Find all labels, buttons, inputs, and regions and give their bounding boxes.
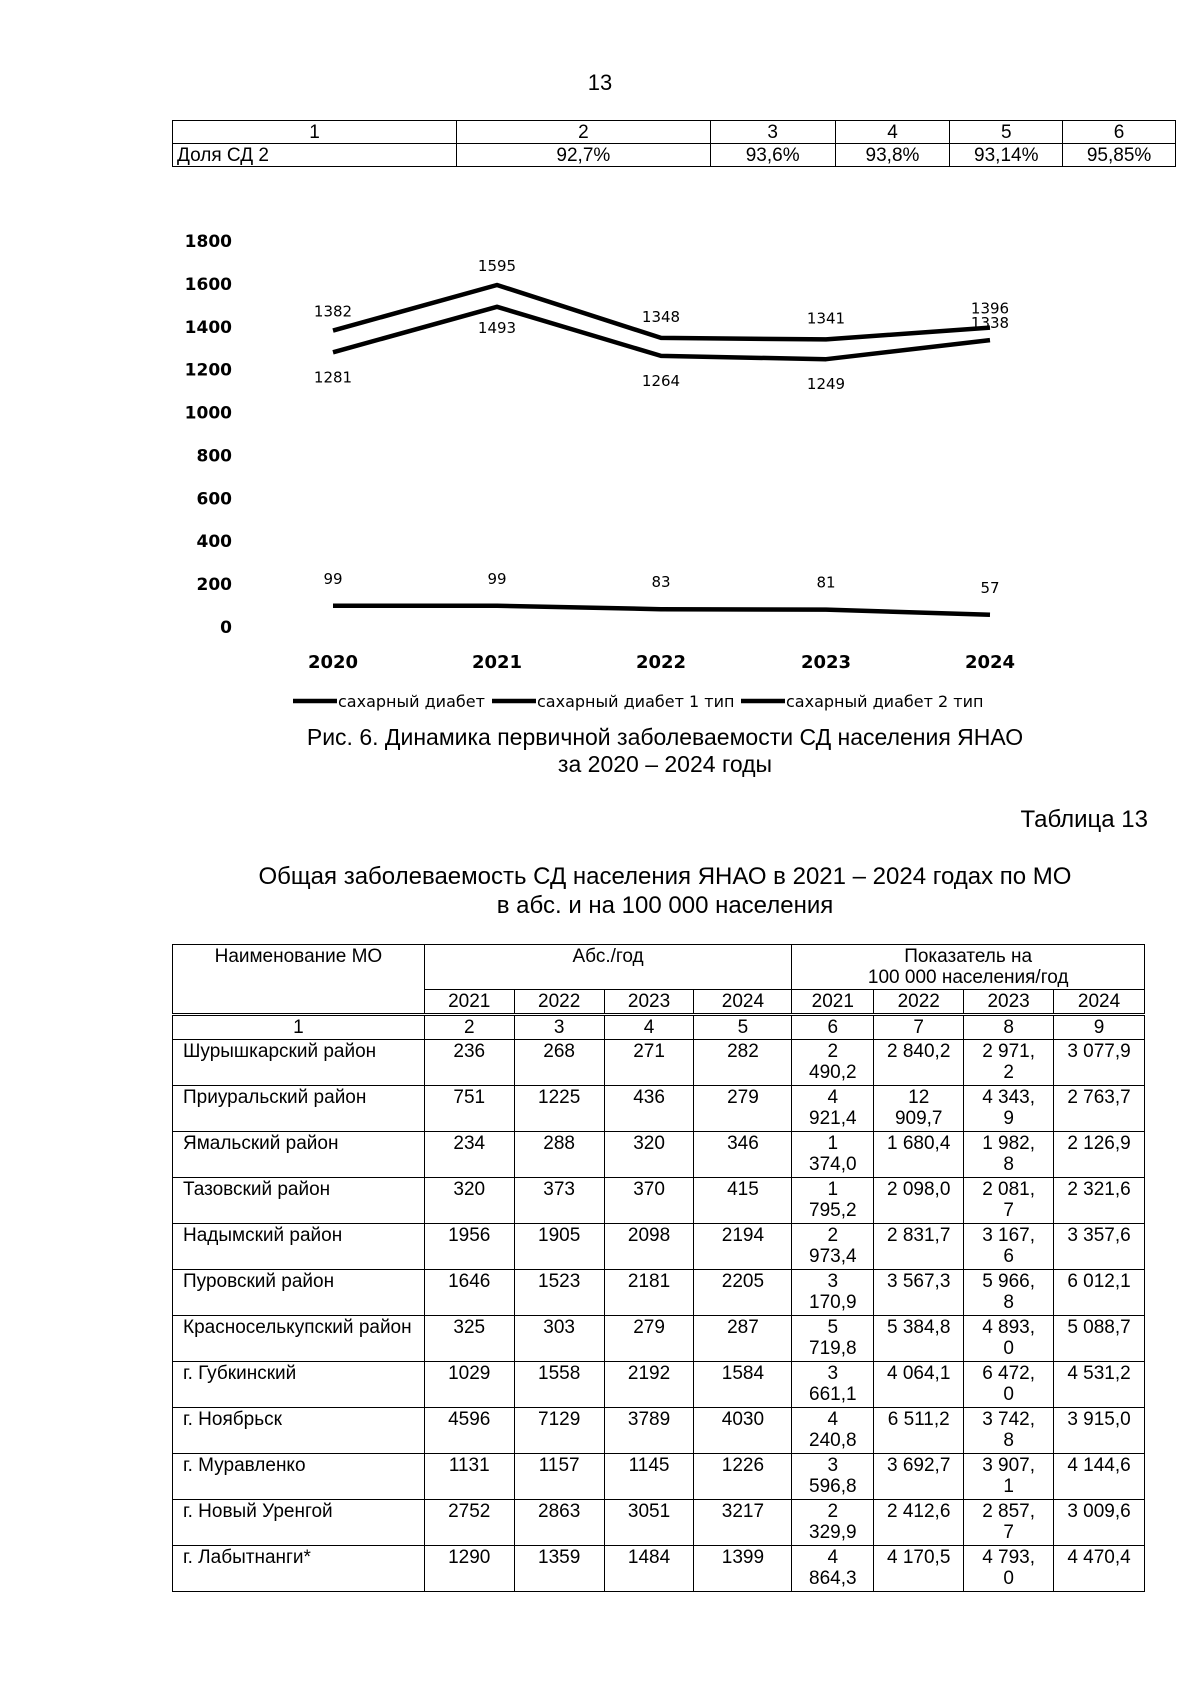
rate-value-line: 719,8 bbox=[809, 1338, 857, 1359]
data-label-total: 1382 bbox=[313, 302, 353, 321]
rate-value-line: 5 bbox=[827, 1317, 839, 1338]
abs-value-cell: 325 bbox=[424, 1316, 514, 1362]
data-label-type1: 57 bbox=[980, 578, 1000, 597]
rate-value-line: 2 831,7 bbox=[887, 1225, 951, 1246]
rate-value-cell bbox=[874, 1408, 964, 1454]
y-tick-label: 200 bbox=[196, 575, 232, 596]
rate-value-line: 3 742, bbox=[982, 1409, 1036, 1430]
table-row bbox=[173, 1546, 1145, 1592]
rate-value-line: 3 357,6 bbox=[1067, 1225, 1131, 1246]
rate-value-line: 3 077,9 bbox=[1067, 1041, 1131, 1062]
data-label-total: 1396 bbox=[970, 299, 1010, 318]
data-label-type1: 99 bbox=[487, 569, 507, 588]
abs-value-cell: 4596 bbox=[424, 1408, 514, 1454]
mo-name-cell: г. Ноябрьск bbox=[173, 1408, 425, 1454]
rate-value-cell bbox=[874, 1316, 964, 1362]
rate-value-line: 5 966, bbox=[982, 1271, 1036, 1292]
rate-value-line: 2 bbox=[827, 1225, 839, 1246]
header-year: 2024 bbox=[694, 990, 792, 1015]
table-header-row bbox=[173, 945, 1145, 990]
rate-value-line: 8 bbox=[1003, 1154, 1014, 1175]
rate-value-cell bbox=[874, 1086, 964, 1132]
rate-value-cell bbox=[792, 1040, 874, 1086]
rate-value-cell bbox=[1054, 1500, 1145, 1546]
header-year: 2021 bbox=[792, 990, 874, 1015]
share-table-col-num: 1 bbox=[173, 121, 457, 144]
rate-value-cell bbox=[792, 1500, 874, 1546]
abs-value-cell: 287 bbox=[694, 1316, 792, 1362]
rate-value-cell bbox=[964, 1454, 1054, 1500]
rate-value-line: 7 bbox=[1003, 1522, 1014, 1543]
rate-value-line: 2 bbox=[827, 1501, 839, 1522]
rate-value-line: 374,0 bbox=[809, 1154, 857, 1175]
table-row bbox=[173, 1362, 1145, 1408]
rate-value-line: 490,2 bbox=[809, 1062, 857, 1083]
data-label-total: 1595 bbox=[477, 256, 517, 275]
abs-value-cell: 2205 bbox=[694, 1270, 792, 1316]
rate-value-line: 1 bbox=[827, 1133, 839, 1154]
abs-value-cell: 320 bbox=[424, 1178, 514, 1224]
colnum-cell: 7 bbox=[874, 1015, 964, 1040]
mo-name-cell: г. Новый Уренгой bbox=[173, 1500, 425, 1546]
mo-name-cell: Тазовский район bbox=[173, 1178, 425, 1224]
table-title-line2: в абс. и на 100 000 населения bbox=[496, 892, 834, 919]
table-row bbox=[173, 1316, 1145, 1362]
abs-value-cell: 2098 bbox=[604, 1224, 694, 1270]
abs-value-cell: 751 bbox=[424, 1086, 514, 1132]
abs-value-cell: 346 bbox=[694, 1132, 792, 1178]
rate-value-line: 4 170,5 bbox=[887, 1547, 951, 1568]
data-label-type2: 1264 bbox=[641, 371, 681, 390]
rate-value-line: 0 bbox=[1003, 1384, 1014, 1405]
legend-entry: сахарный диабет 1 тип bbox=[537, 692, 735, 711]
rate-value-cell bbox=[792, 1546, 874, 1592]
rate-value-line: 3 bbox=[827, 1455, 839, 1476]
data-label-type1: 83 bbox=[651, 573, 671, 592]
header-year: 2023 bbox=[604, 990, 694, 1015]
abs-value-cell: 1145 bbox=[604, 1454, 694, 1500]
rate-value-line: 6 472, bbox=[982, 1363, 1036, 1384]
mo-name-cell: Красноселькупский район bbox=[173, 1316, 425, 1362]
y-tick-label: 1600 bbox=[184, 274, 232, 295]
header-abs: Абс./год bbox=[424, 945, 792, 990]
abs-value-cell: 288 bbox=[514, 1132, 604, 1178]
rate-value-cell bbox=[1054, 1454, 1145, 1500]
table-row bbox=[173, 1270, 1145, 1316]
rate-value-line: 3 167, bbox=[982, 1225, 1036, 1246]
table-row bbox=[173, 1132, 1145, 1178]
rate-value-line: 1 680,4 bbox=[887, 1133, 951, 1154]
rate-value-line: 4 470,4 bbox=[1067, 1547, 1131, 1568]
data-label-type2: 1493 bbox=[477, 318, 517, 337]
abs-value-cell: 1290 bbox=[424, 1546, 514, 1592]
share-table-col-num: 4 bbox=[835, 121, 950, 144]
header-rate bbox=[792, 945, 1145, 990]
rate-value-line: 909,7 bbox=[894, 1108, 943, 1129]
y-tick-label: 400 bbox=[196, 532, 232, 553]
abs-value-cell: 370 bbox=[604, 1178, 694, 1224]
abs-value-cell: 1558 bbox=[514, 1362, 604, 1408]
share-table-label: Доля СД 2 bbox=[173, 144, 457, 167]
rate-value-line: 0 bbox=[1003, 1338, 1014, 1359]
rate-value-line: 2 098,0 bbox=[887, 1179, 951, 1200]
x-tick-label: 2023 bbox=[800, 652, 852, 673]
rate-value-cell bbox=[1054, 1178, 1145, 1224]
rate-value-line: 2 857, bbox=[982, 1501, 1036, 1522]
abs-value-cell: 3051 bbox=[604, 1500, 694, 1546]
abs-value-cell: 1484 bbox=[604, 1546, 694, 1592]
rate-value-line: 3 692,7 bbox=[887, 1455, 951, 1476]
rate-value-line: 795,2 bbox=[809, 1200, 857, 1221]
share-table-col-num: 2 bbox=[456, 121, 710, 144]
rate-value-cell bbox=[792, 1132, 874, 1178]
rate-value-cell bbox=[964, 1408, 1054, 1454]
abs-value-cell: 268 bbox=[514, 1040, 604, 1086]
figure-caption-line2: за 2020 – 2024 годы bbox=[557, 751, 773, 777]
data-label-type1: 99 bbox=[323, 569, 343, 588]
share-table-col-num: 5 bbox=[950, 121, 1063, 144]
mo-name-cell: Пуровский район bbox=[173, 1270, 425, 1316]
abs-value-cell: 7129 bbox=[514, 1408, 604, 1454]
rate-value-line: 4 bbox=[827, 1087, 839, 1108]
y-tick-label: 1800 bbox=[184, 232, 232, 252]
y-tick-label: 1000 bbox=[184, 403, 232, 424]
colnum-cell: 4 bbox=[604, 1015, 694, 1040]
rate-value-cell bbox=[964, 1178, 1054, 1224]
rate-value-line: 5 384,8 bbox=[887, 1317, 951, 1338]
table-row bbox=[173, 1454, 1145, 1500]
abs-value-cell: 1225 bbox=[514, 1086, 604, 1132]
abs-value-cell: 1584 bbox=[694, 1362, 792, 1408]
mo-name-cell: Шурышкарский район bbox=[173, 1040, 425, 1086]
rate-value-line: 2 081, bbox=[982, 1179, 1036, 1200]
header-rate-line2: 100 000 населения/год bbox=[867, 967, 1069, 988]
rate-value-line: 2 971, bbox=[982, 1041, 1036, 1062]
rate-value-cell bbox=[964, 1224, 1054, 1270]
rate-value-line: 4 bbox=[827, 1547, 839, 1568]
share-table-cell: 93,14% bbox=[950, 144, 1063, 167]
rate-value-line: 4 343, bbox=[982, 1087, 1036, 1108]
x-tick-label: 2024 bbox=[964, 652, 1016, 673]
data-label-type2: 1338 bbox=[970, 314, 1010, 333]
mo-name-cell: г. Лабытнанги* bbox=[173, 1546, 425, 1592]
colnum-cell: 6 bbox=[792, 1015, 874, 1040]
rate-value-cell bbox=[792, 1316, 874, 1362]
data-label-type2: 1281 bbox=[313, 368, 353, 387]
header-year: 2024 bbox=[1054, 990, 1145, 1015]
rate-value-cell bbox=[964, 1040, 1054, 1086]
rate-value-cell bbox=[874, 1178, 964, 1224]
y-tick-label: 600 bbox=[196, 489, 232, 510]
abs-value-cell: 1131 bbox=[424, 1454, 514, 1500]
series-line-type1 bbox=[333, 606, 990, 615]
abs-value-cell: 1905 bbox=[514, 1224, 604, 1270]
abs-value-cell: 303 bbox=[514, 1316, 604, 1362]
abs-value-cell: 3217 bbox=[694, 1500, 792, 1546]
abs-value-cell: 4030 bbox=[694, 1408, 792, 1454]
abs-value-cell: 2192 bbox=[604, 1362, 694, 1408]
data-label-type2: 1249 bbox=[806, 375, 846, 394]
abs-value-cell: 2181 bbox=[604, 1270, 694, 1316]
rate-value-cell bbox=[964, 1362, 1054, 1408]
share-table-cell: 93,8% bbox=[835, 144, 950, 167]
x-tick-label: 2021 bbox=[471, 652, 523, 673]
page-number: 13 bbox=[587, 70, 613, 95]
table-row bbox=[173, 1086, 1145, 1132]
rate-value-cell bbox=[874, 1362, 964, 1408]
abs-value-cell: 436 bbox=[604, 1086, 694, 1132]
colnum-cell: 9 bbox=[1054, 1015, 1145, 1040]
incidence-by-mo-table bbox=[172, 944, 1145, 1592]
colnum-cell: 2 bbox=[424, 1015, 514, 1040]
table-row bbox=[173, 1224, 1145, 1270]
rate-value-cell bbox=[964, 1132, 1054, 1178]
share-table-col-num: 3 bbox=[710, 121, 835, 144]
table-title-line1: Общая заболеваемость СД населения ЯНАО в 2021 – 2024 годах по МО bbox=[258, 863, 1072, 890]
header-year: 2023 bbox=[964, 990, 1054, 1015]
figure-caption bbox=[0, 724, 1200, 778]
header-year: 2021 bbox=[424, 990, 514, 1015]
rate-value-line: 973,4 bbox=[809, 1246, 857, 1267]
mo-name-cell: Ямальский район bbox=[173, 1132, 425, 1178]
table-colnum-row bbox=[173, 1015, 1145, 1040]
rate-value-line: 3 bbox=[827, 1363, 839, 1384]
rate-value-cell bbox=[964, 1546, 1054, 1592]
rate-value-line: 7 bbox=[1003, 1200, 1014, 1221]
rate-value-cell bbox=[1054, 1224, 1145, 1270]
rate-value-cell bbox=[1054, 1546, 1145, 1592]
mo-name-cell: Приуральский район bbox=[173, 1086, 425, 1132]
rate-value-cell bbox=[964, 1086, 1054, 1132]
rate-value-cell bbox=[874, 1132, 964, 1178]
abs-value-cell: 1029 bbox=[424, 1362, 514, 1408]
abs-value-cell: 2863 bbox=[514, 1500, 604, 1546]
legend-entry: сахарный диабет 2 тип bbox=[786, 692, 984, 711]
rate-value-line: 1 bbox=[1003, 1476, 1014, 1497]
rate-value-line: 4 bbox=[827, 1409, 839, 1430]
y-tick-label: 1400 bbox=[184, 317, 232, 338]
incidence-line-chart bbox=[0, 0, 1200, 720]
table-title bbox=[0, 862, 1200, 920]
abs-value-cell: 282 bbox=[694, 1040, 792, 1086]
abs-value-cell: 3789 bbox=[604, 1408, 694, 1454]
share-table-col-num: 6 bbox=[1063, 121, 1176, 144]
rate-value-cell bbox=[874, 1270, 964, 1316]
mo-name-cell: г. Муравленко bbox=[173, 1454, 425, 1500]
rate-value-line: 3 907, bbox=[982, 1455, 1036, 1476]
rate-value-line: 0 bbox=[1003, 1568, 1014, 1589]
abs-value-cell: 279 bbox=[604, 1316, 694, 1362]
rate-value-cell bbox=[874, 1454, 964, 1500]
rate-value-line: 2 126,9 bbox=[1067, 1133, 1131, 1154]
rate-value-line: 5 088,7 bbox=[1067, 1317, 1131, 1338]
rate-value-line: 2 bbox=[1003, 1062, 1014, 1083]
table-row bbox=[173, 1408, 1145, 1454]
rate-value-line: 2 412,6 bbox=[887, 1501, 951, 1522]
rate-value-line: 4 893, bbox=[982, 1317, 1036, 1338]
header-mo-name: Наименование МО bbox=[173, 945, 425, 1015]
rate-value-line: 4 064,1 bbox=[887, 1363, 951, 1384]
abs-value-cell: 1359 bbox=[514, 1546, 604, 1592]
rate-value-line: 3 567,3 bbox=[887, 1271, 951, 1292]
abs-value-cell: 2194 bbox=[694, 1224, 792, 1270]
rate-value-cell bbox=[1054, 1132, 1145, 1178]
rate-value-cell bbox=[964, 1316, 1054, 1362]
rate-value-line: 8 bbox=[1003, 1292, 1014, 1313]
rate-value-line: 921,4 bbox=[809, 1108, 857, 1129]
colnum-cell: 8 bbox=[964, 1015, 1054, 1040]
rate-value-line: 12 bbox=[908, 1087, 930, 1108]
rate-value-cell bbox=[964, 1500, 1054, 1546]
rate-value-line: 661,1 bbox=[809, 1384, 857, 1405]
rate-value-line: 2 840,2 bbox=[887, 1041, 951, 1062]
rate-value-line: 596,8 bbox=[809, 1476, 857, 1497]
rate-value-line: 3 bbox=[827, 1271, 839, 1292]
abs-value-cell: 320 bbox=[604, 1132, 694, 1178]
y-tick-label: 800 bbox=[196, 446, 232, 467]
x-tick-label: 2020 bbox=[307, 652, 359, 673]
data-label-type1: 81 bbox=[816, 573, 836, 592]
header-year: 2022 bbox=[514, 990, 604, 1015]
header-year: 2022 bbox=[874, 990, 964, 1015]
rate-value-line: 240,8 bbox=[809, 1430, 857, 1451]
data-label-total: 1348 bbox=[641, 307, 681, 326]
rate-value-cell bbox=[874, 1546, 964, 1592]
rate-value-line: 2 763,7 bbox=[1067, 1087, 1131, 1108]
rate-value-line: 4 793, bbox=[982, 1547, 1036, 1568]
data-label-total: 1341 bbox=[806, 309, 846, 328]
rate-value-cell bbox=[1054, 1362, 1145, 1408]
abs-value-cell: 271 bbox=[604, 1040, 694, 1086]
rate-value-cell bbox=[792, 1454, 874, 1500]
rate-value-cell bbox=[792, 1086, 874, 1132]
rate-value-cell bbox=[1054, 1040, 1145, 1086]
mo-name-cell: Надымский район bbox=[173, 1224, 425, 1270]
header-rate-line1: Показатель на bbox=[904, 946, 1033, 967]
abs-value-cell: 1646 bbox=[424, 1270, 514, 1316]
share-table-cell: 93,6% bbox=[710, 144, 835, 167]
mo-name-cell: г. Губкинский bbox=[173, 1362, 425, 1408]
rate-value-line: 864,3 bbox=[809, 1568, 857, 1589]
rate-value-cell bbox=[792, 1408, 874, 1454]
abs-value-cell: 1956 bbox=[424, 1224, 514, 1270]
share-table-cell: 95,85% bbox=[1063, 144, 1176, 167]
rate-value-line: 1 bbox=[827, 1179, 839, 1200]
abs-value-cell: 1226 bbox=[694, 1454, 792, 1500]
abs-value-cell: 2752 bbox=[424, 1500, 514, 1546]
share-table-cell: 92,7% bbox=[456, 144, 710, 167]
rate-value-line: 8 bbox=[1003, 1430, 1014, 1451]
rate-value-line: 3 009,6 bbox=[1067, 1501, 1131, 1522]
rate-value-cell bbox=[964, 1270, 1054, 1316]
rate-value-cell bbox=[792, 1224, 874, 1270]
rate-value-cell bbox=[874, 1040, 964, 1086]
y-tick-label: 1200 bbox=[184, 360, 232, 381]
rate-value-cell bbox=[792, 1270, 874, 1316]
abs-value-cell: 279 bbox=[694, 1086, 792, 1132]
rate-value-cell bbox=[874, 1500, 964, 1546]
rate-value-cell bbox=[1054, 1316, 1145, 1362]
rate-value-line: 6 511,2 bbox=[887, 1409, 950, 1430]
colnum-cell: 1 bbox=[173, 1015, 425, 1040]
colnum-cell: 3 bbox=[514, 1015, 604, 1040]
rate-value-line: 170,9 bbox=[809, 1292, 857, 1313]
figure-caption-line1: Рис. 6. Динамика первичной заболеваемости СД населения ЯНАО bbox=[306, 724, 1024, 750]
table-row bbox=[173, 1500, 1145, 1546]
abs-value-cell: 415 bbox=[694, 1178, 792, 1224]
abs-value-cell: 1157 bbox=[514, 1454, 604, 1500]
rate-value-line: 6 bbox=[1003, 1246, 1014, 1267]
abs-value-cell: 236 bbox=[424, 1040, 514, 1086]
colnum-cell: 5 bbox=[694, 1015, 792, 1040]
rate-value-line: 4 144,6 bbox=[1067, 1455, 1131, 1476]
abs-value-cell: 373 bbox=[514, 1178, 604, 1224]
rate-value-line: 2 321,6 bbox=[1067, 1179, 1131, 1200]
rate-value-cell bbox=[1054, 1408, 1145, 1454]
y-tick-label: 0 bbox=[220, 618, 232, 638]
rate-value-cell bbox=[792, 1178, 874, 1224]
rate-value-line: 6 012,1 bbox=[1067, 1271, 1131, 1292]
rate-value-line: 329,9 bbox=[809, 1522, 857, 1543]
abs-value-cell: 1523 bbox=[514, 1270, 604, 1316]
rate-value-line: 4 531,2 bbox=[1067, 1363, 1131, 1384]
rate-value-line: 1 982, bbox=[982, 1133, 1036, 1154]
x-tick-label: 2022 bbox=[635, 652, 687, 673]
rate-value-cell bbox=[1054, 1086, 1145, 1132]
rate-value-cell bbox=[1054, 1270, 1145, 1316]
abs-value-cell: 1399 bbox=[694, 1546, 792, 1592]
legend-entry: сахарный диабет bbox=[338, 692, 485, 711]
rate-value-cell bbox=[792, 1362, 874, 1408]
table-row bbox=[173, 1040, 1145, 1086]
rate-value-line: 3 915,0 bbox=[1067, 1409, 1131, 1430]
rate-value-cell bbox=[874, 1224, 964, 1270]
rate-value-line: 2 bbox=[827, 1041, 839, 1062]
abs-value-cell: 234 bbox=[424, 1132, 514, 1178]
table-number: Таблица 13 bbox=[1020, 806, 1148, 833]
rate-value-line: 9 bbox=[1003, 1108, 1014, 1129]
table-row bbox=[173, 1178, 1145, 1224]
